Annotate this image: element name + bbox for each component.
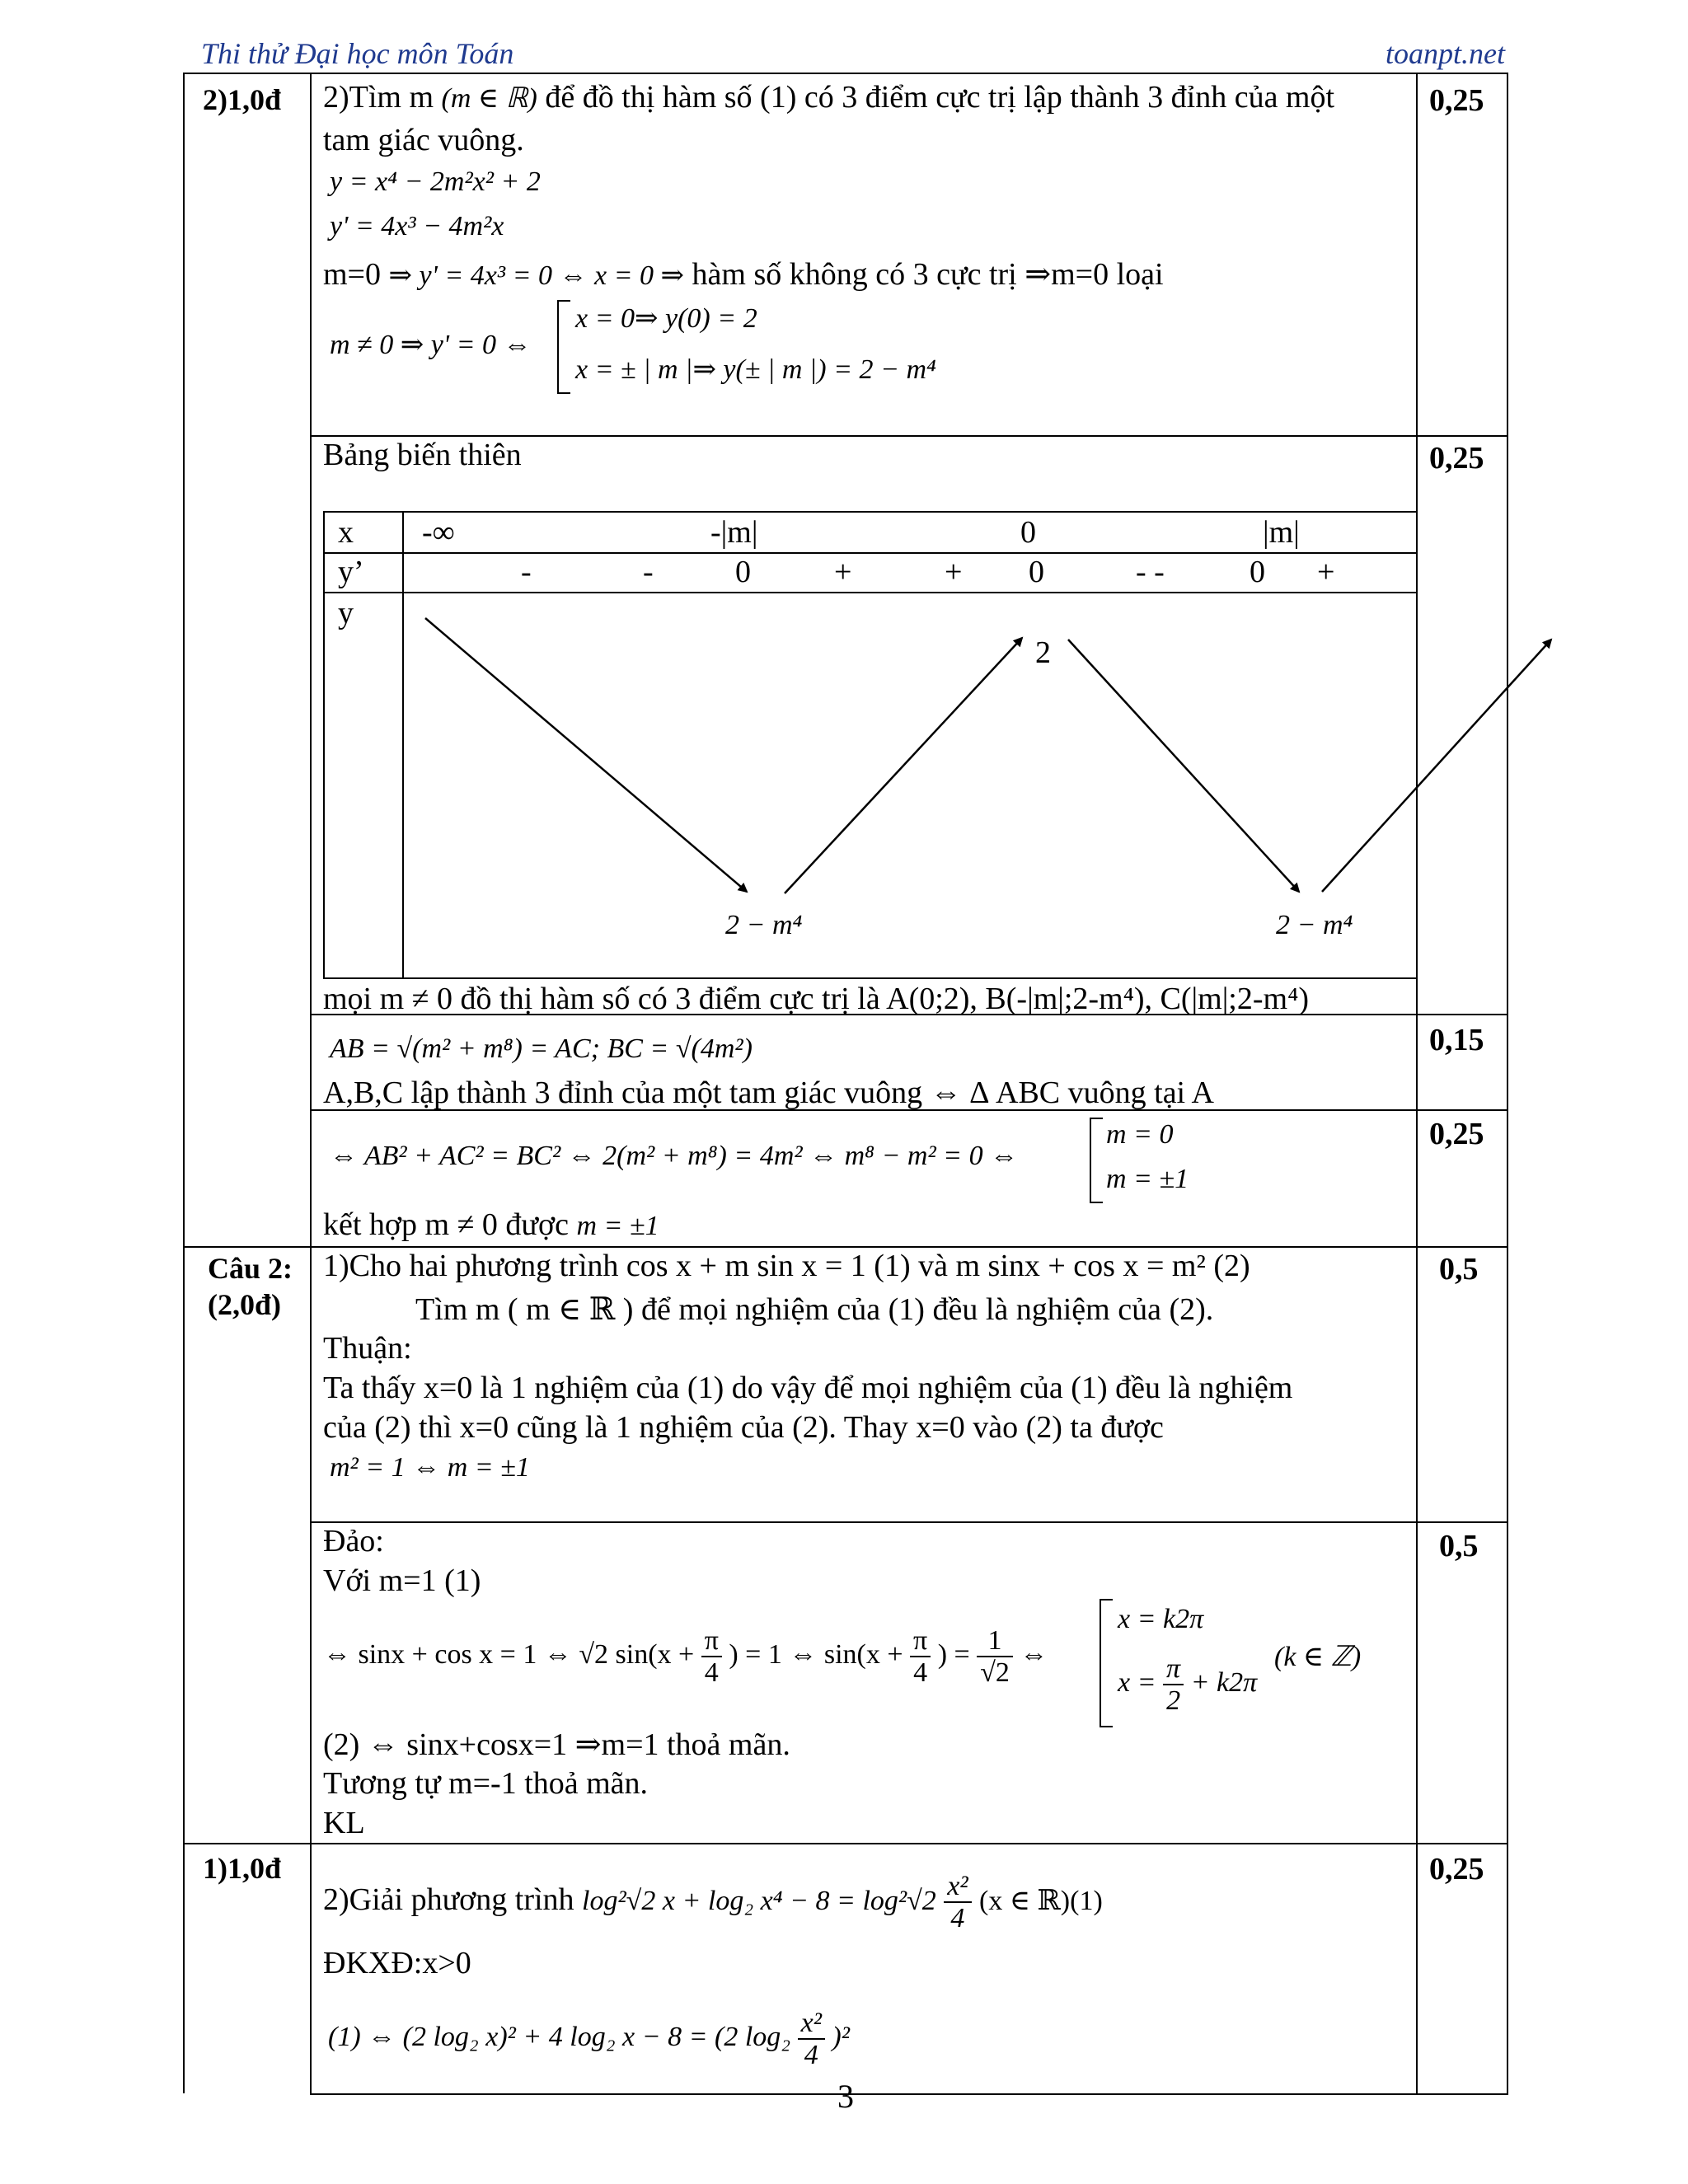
abc-text: A,B,C lập thành 3 đỉnh của một tam giác vuông ⇔ Δ ABC vuông tại A bbox=[323, 1076, 1214, 1110]
dao-line-2: (2) ⇔ sinx+cosx=1 ⇒m=1 thoả mãn. bbox=[323, 1727, 790, 1762]
bbt-title: Bảng biến thiên bbox=[323, 438, 522, 472]
q2-score: (2,0đ) bbox=[208, 1288, 281, 1321]
dao-line-4: KL bbox=[323, 1806, 365, 1840]
pyth-case1: m = 0 bbox=[1106, 1119, 1174, 1150]
mne0-case1: x = 0⇒ y(0) = 2 bbox=[575, 303, 757, 334]
dao-line-1: Với m=1 (1) bbox=[323, 1563, 481, 1598]
bbt-dy-4: + bbox=[945, 555, 963, 589]
bbt-x-3: |m| bbox=[1263, 515, 1300, 550]
q2-label: Câu 2: bbox=[208, 1252, 293, 1285]
dao-case1: x = k2π bbox=[1118, 1604, 1204, 1634]
bbt-x-0: -∞ bbox=[422, 515, 455, 550]
dkxd: ĐKXĐ:x>0 bbox=[323, 1946, 471, 1980]
header-left: Thi thử Đại học môn Toán bbox=[201, 37, 514, 70]
m0-line: m=0 ⇒ y' = 4x³ = 0 ⇔ x = 0 ⇒ hàm số không có 3 cực trị ⇒m=0 loại bbox=[323, 257, 1164, 292]
bbt-y-top: 2 bbox=[1035, 635, 1051, 670]
mne0-case2: x = ± | m |⇒ y(± | m |) = 2 − m⁴ bbox=[575, 354, 936, 385]
arrow-up-2 bbox=[1322, 640, 1551, 892]
ab-eq: AB = √(m² + m⁸) = AC; BC = √(4m²) bbox=[330, 1033, 753, 1064]
bbt-dy-5: 0 bbox=[1029, 555, 1044, 589]
header-right: toanpt.net bbox=[1386, 37, 1505, 70]
bbt-y-bottom-2: 2 − m⁴ bbox=[1276, 910, 1353, 940]
thuan-eq: m² = 1 ⇔ m = ±1 bbox=[330, 1452, 530, 1483]
score-2: 0,25 bbox=[1429, 441, 1484, 476]
bbt-dy-7: 0 bbox=[1250, 555, 1265, 589]
bbt-x-1: -|m| bbox=[710, 515, 758, 550]
score-7: 0,25 bbox=[1429, 1852, 1484, 1886]
q2-title: 1)Cho hai phương trình cos x + m sin x = 1 (1) và m sinx + cos x = m² (2) bbox=[323, 1249, 1250, 1283]
pyth-bracket bbox=[1090, 1118, 1103, 1203]
dao-line-3: Tương tự m=-1 thoả mãn. bbox=[323, 1766, 649, 1801]
arrow-down-1 bbox=[425, 618, 747, 892]
q3-equation: (1) ⇔ (2 log₂ x)² + 4 log₂ x − 8 = (2 log₂ $\frac{\text{x²}}{4}$ )² bbox=[328, 2008, 850, 2071]
arrow-down-2 bbox=[1068, 640, 1299, 892]
page-number: 3 bbox=[837, 2078, 854, 2115]
score-5: 0,5 bbox=[1439, 1252, 1479, 1286]
pyth-eq: ⇔ AB² + AC² = BC² ⇔ 2(m² + m⁸) = 4m² ⇔ m⁸ − m² = 0 ⇔ bbox=[330, 1141, 1019, 1171]
dao-equation: ⇔ sinx + cos x = 1 ⇔ √2 sin(x + $\frac{\pi}{4}$ ) = 1 ⇔ sin(x + $\frac{\pi}{4}$ ) = $\frac{1}{√2}$ ⇔ bbox=[323, 1625, 1048, 1689]
score-3: 0,15 bbox=[1429, 1023, 1484, 1057]
score-6: 0,5 bbox=[1439, 1529, 1479, 1563]
dao-label: Đảo: bbox=[323, 1524, 384, 1558]
pyth-case2: m = ±1 bbox=[1106, 1164, 1189, 1194]
bbt-dy-8: + bbox=[1317, 555, 1335, 589]
bbt-dy-3: + bbox=[834, 555, 852, 589]
q2-sub: Tìm m ( m ∈ ℝ ) để mọi nghiệm của (1) đều là nghiệm của (2). bbox=[415, 1292, 1214, 1327]
extrema-points: mọi m ≠ 0 đồ thị hàm số có 3 điểm cực trị là A(0;2), B(-|m|;2-m⁴), C(|m|;2-m⁴) bbox=[323, 982, 1309, 1016]
bbt-dy-0: - bbox=[521, 555, 532, 589]
row-label-1: 2)1,0đ bbox=[203, 83, 282, 116]
bbt-dy-label: y’ bbox=[338, 555, 364, 589]
score-1: 0,25 bbox=[1429, 83, 1484, 118]
bbt-x-2: 0 bbox=[1020, 515, 1036, 550]
thuan-label: Thuận: bbox=[323, 1331, 412, 1366]
q1-title-cont: tam giác vuông. bbox=[323, 123, 524, 157]
bbt-y-label: y bbox=[338, 596, 354, 630]
q1-title: 2)Tìm m (m ∈ ℝ) để đồ thị hàm số (1) có 3 điểm cực trị lập thành 3 đỉnh của một bbox=[323, 80, 1335, 115]
q3-title: 2)Giải phương trình log²√2 x + log₂ x⁴ − 8 = log²√2 $\frac{\text{x²}}{4}$ (x ∈ ℝ)(1) bbox=[323, 1871, 1103, 1934]
mne0-left: m ≠ 0 ⇒ y' = 0 ⇔ bbox=[330, 330, 532, 360]
score-4: 0,25 bbox=[1429, 1117, 1484, 1151]
bbt-x-label: x bbox=[338, 515, 354, 550]
thuan-line-1: Ta thấy x=0 là 1 nghiệm của (1) do vậy để mọi nghiệm của (1) đều là nghiệm bbox=[323, 1371, 1293, 1405]
bbt-dy-6: - - bbox=[1136, 555, 1165, 589]
eq-y: y = x⁴ − 2m²x² + 2 bbox=[330, 166, 541, 197]
dao-k: (k ∈ ℤ) bbox=[1274, 1642, 1362, 1672]
dao-bracket bbox=[1100, 1599, 1113, 1727]
bbt-dy-2: 0 bbox=[735, 555, 751, 589]
thuan-line-2: của (2) thì x=0 cũng là 1 nghiệm của (2). Thay x=0 vào (2) ta được bbox=[323, 1410, 1164, 1445]
combine-line: kết hợp m ≠ 0 được m = ±1 bbox=[323, 1207, 659, 1242]
bbt-dy-1: - bbox=[643, 555, 654, 589]
dao-case2: x = $\frac{\pi}{2}$ + k2π bbox=[1118, 1653, 1258, 1717]
q3-label: 1)1,0đ bbox=[203, 1852, 282, 1885]
eq-dy: y' = 4x³ − 4m²x bbox=[330, 211, 504, 241]
bbt-y-bottom-1: 2 − m⁴ bbox=[725, 910, 803, 940]
arrow-up-1 bbox=[785, 638, 1022, 893]
